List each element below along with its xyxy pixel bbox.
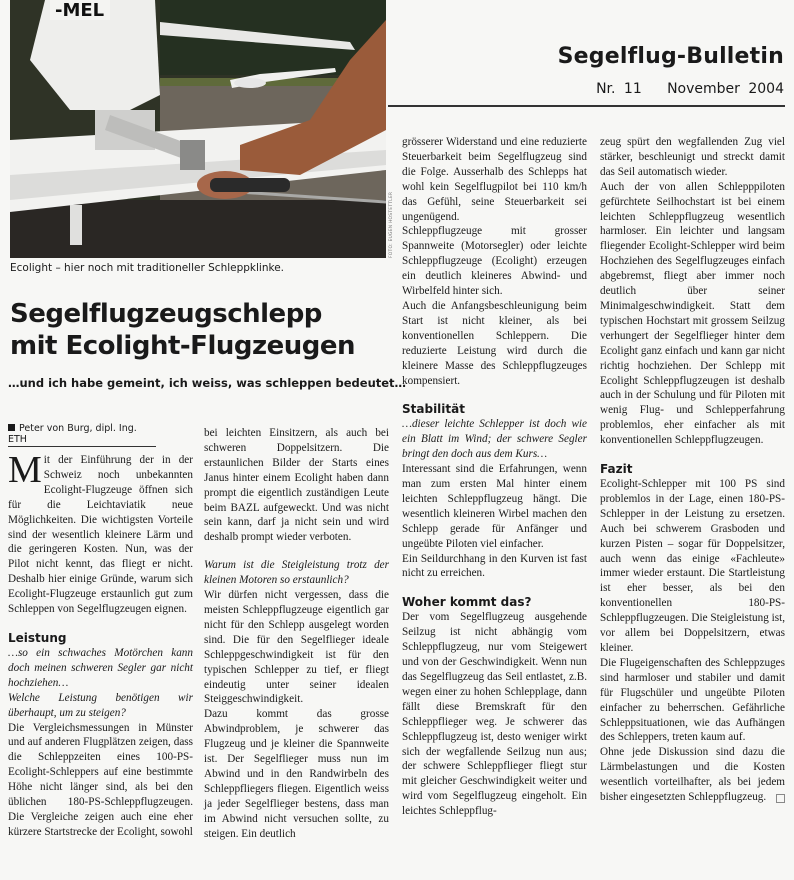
photo-caption: Ecolight – hier noch mit traditioneller Schleppklinke.	[10, 262, 285, 274]
issue-info: Nr. 11 November 2004	[596, 81, 784, 97]
drop-cap: M	[8, 449, 42, 491]
quote-leistung: …so ein schwaches Motörchen kann doch meinen schweren Segler gar nicht hochziehen…	[8, 646, 193, 689]
paragraph: Die Flugeigenschaften des Schleppzuges sind harmloser und stabiler und damit für Flugschüler und ungeübte Piloten einfacher zu beherrschen. Gefährliche Schleppsituationen, wie das Aufhängen des Schleppers, treten kaum auf.	[600, 656, 785, 744]
article-headline	[10, 298, 390, 362]
paragraph: Schleppflugzeuge mit grosser Spannweite (Motorsegler) oder leichte Schleppflugzeuge (Ecolight) erzeugen ein deutlich kleineres Abwind- und Wirbelfeld hinter sich.	[402, 225, 587, 298]
paragraph: bei leichten Einsitzern, als auch bei schweren Doppelsitzern. Die erstaunlichen Bilder der Starts eines Janus hinter einem Ecolight haben dann prompt die eigentlich zuständigen Leute beim BAZL aufgeweckt. Und was nicht sein kann, darf ja nicht sein und wird deshalb prompt wieder verboten.	[204, 427, 389, 544]
heading-fazit: Fazit	[600, 462, 633, 477]
quote-stabilitaet: …dieser leichte Schlepper ist doch wie ein Blatt im Wind; der schwere Segler bringt den doch aus dem Kurs…	[402, 418, 587, 461]
publication-title: Segelflug-Bulletin	[557, 44, 784, 69]
paragraph: Dazu kommt das grosse Abwindproblem, je schwerer das Flugzeug und je kleiner die Spannweite ist. Der Segelflieger muss nun im Abwind und in den Randwirbeln des Schleppfliegers fliegen. Eigentlich weiss ja jeder Segelflieger bestens, dass man im Abwind nicht versuchen sollte, zu steigen. Ein deutlich	[204, 708, 389, 840]
article-subheadline: …und ich habe gemeint, ich weiss, was schleppen bedeutet…	[8, 376, 407, 390]
registration-text: -MEL	[55, 0, 105, 21]
paragraph: Ohne jede Diskussion sind dazu die Lärmbelastungen und die Kosten wesentlich vorteilhafter, als bei jedem bisher eingesetzten Schleppflugzeug.	[600, 746, 785, 804]
byline-square-icon	[8, 424, 15, 431]
headline-line-1: Segelflugzeugschlepp	[10, 299, 322, 329]
author-byline	[8, 423, 156, 447]
heading-woher: Woher kommt das?	[402, 595, 532, 610]
paragraph: Interessant sind die Erfahrungen, wenn man zum ersten Mal hinter einem leichten Schleppflugzeug hängt. Die wesentlich kleineren Wirbel machen den Schlepp gerade für Anfänger und ungeübte Piloten viel einfacher.	[402, 463, 587, 550]
paragraph: Auch der von allen Schlepppiloten gefürchtete Seilhochstart ist bei einem leichten Schleppflugzeug wesentlich harmloser. Ein leichter und langsam fliegender Ecolight-Schlepper wird beim Hochziehen des Segelflugzeuges einfach abgebremst, fliegt aber immer noch deutlich über seiner Minimalgeschwindigkeit. Statt dem typischen Hochstart mit grossem Seilzug verhungert der Segelflieger hinter dem Ecolight ganz einfach und kann gar nicht richtig hochziehen. Der Schlepp mit Ecolight Schleppflugzeugen ist deshalb auch in der Schulung und für Piloten mit wenig Flug- und Schlepperfahrung problemlos, eher einfacher als mit konventionellen Schleppflugzeugen.	[600, 180, 785, 447]
paragraph: Der vom Segelflugzeug ausgehende Seilzug ist nicht abhängig vom Schleppflugzeug, nur vom Steigewert und von der Geschwindigkeit. Wenn nun das Segelflugzeug das Seil entlastet, z.B. wegen einer zu hohen Schlepplage, dann fällt diese Bremskraft für den Schleppflieger weg. Je schwerer das Schleppflugzeug ist, desto weniger wirkt sich der wegfallende Seilzug nun aus; der schwere Schleppflieger fliegt stur mit gleicher Geschwindigkeit weiter und wird vom Segelflugzeug eingeholt. Ein leichtes Schleppflug-	[402, 611, 587, 818]
photo-credit: FOTO: EUGEN HOSTETTLER	[389, 191, 394, 258]
paragraph: Die Vergleichsmessungen in Münster und auf anderen Flugplätzen zeigen, dass die Schleppzeiten eines 100-PS-Ecolight-Schleppers auf eine bestimmte Höhe nicht länger sind, als bei den üblichen 180-PS-Schleppflugzeugen. Die Vergleiche zeigen auch eine eher kürzere Startstrecke der Ecolight, sowohl	[8, 721, 193, 838]
question-leistung: Welche Leistung benötigen wir überhaupt, um zu steigen?	[8, 691, 193, 719]
author-name: Peter von Burg, dipl. Ing. ETH	[8, 423, 137, 445]
paragraph: grösserer Widerstand und eine reduzierte Steuerbarkeit beim Segelflugzeug sind die Folge. Ausserhalb des Schlepps hat wohl kein Segelflugpilot bei 110 km/h das Gefühl, seine Steuerbarkeit sei ungenügend.	[402, 136, 587, 223]
end-of-article-icon	[776, 794, 785, 803]
masthead-divider	[388, 105, 785, 107]
heading-stabilitaet: Stabilität	[402, 402, 465, 417]
paragraph: zeug spürt den wegfallenden Zug viel stärker, beschleunigt und streckt damit das Seil automatisch wieder.	[600, 136, 785, 178]
article-photo	[10, 0, 386, 258]
paragraph: Auch die Anfangsbeschleunigung beim Start ist nicht kleiner, als bei konventionellen Schleppern. Die reduzierte Leistung wird durch die kleinere Masse des Schleppflugzeuges kompensiert.	[402, 299, 587, 387]
column-4	[600, 135, 785, 805]
paragraph: Ecolight-Schlepper mit 100 PS sind problemlos in der Lage, einen 180-PS-Schlepper in der Leistung zu ersetzen. Auch bei schwerem Grasboden und kurzen Pisten – sogar für Doppelsitzer, auch wenn das einige «Fachleute» immer wieder erstaunt. Die Startleistung ist eher besser, als bei den konventionellen 180-PS-Schleppflugzeugen. Die Steigleistung ist, vor allem bei Doppelsitzern, etwas kleiner.	[600, 478, 785, 654]
column-3	[402, 135, 587, 819]
paragraph: Wir dürfen nicht vergessen, dass die meisten Schleppflugzeuge eigentlich gar nicht für den Schlepp ausgelegt worden sind. Die für den Segelflieger ideale Schleppgeschwindigkeit ist für den typischen Schlepper zu tief, er fliegt eindeutig unter seiner idealen Steiggeschwindigkeit.	[204, 589, 389, 706]
question-steigleistung: Warum ist die Steigleistung trotz der kleinen Motoren so erstaunlich?	[204, 559, 389, 587]
column-1	[8, 449, 193, 840]
headline-line-2: mit Ecolight-Flugzeugen	[10, 331, 356, 361]
photo-illustration	[10, 0, 386, 258]
column-2	[204, 426, 389, 841]
paragraph: Ein Seildurchhang in den Kurven ist fast nicht zu erreichen.	[402, 552, 587, 580]
heading-leistung: Leistung	[8, 630, 67, 645]
intro-paragraph: Mit der Einführung der in der Schweiz noch unbekannten Ecolight-Flugzeuge öffnen sich für die Leichtaviatik neue Möglichkeiten. Die wichtigsten Vorteile sind der wesentlich kleinere Lärm und die geringeren Kosten. Nun, was der Pilot nicht kennt, das fliegt er nicht. Deshalb hier einige Gründe, warum sich Ecolight-Flugzeuge erstaunlich gut zum Schleppen von Segelflugzeugen eignen.	[8, 449, 193, 616]
